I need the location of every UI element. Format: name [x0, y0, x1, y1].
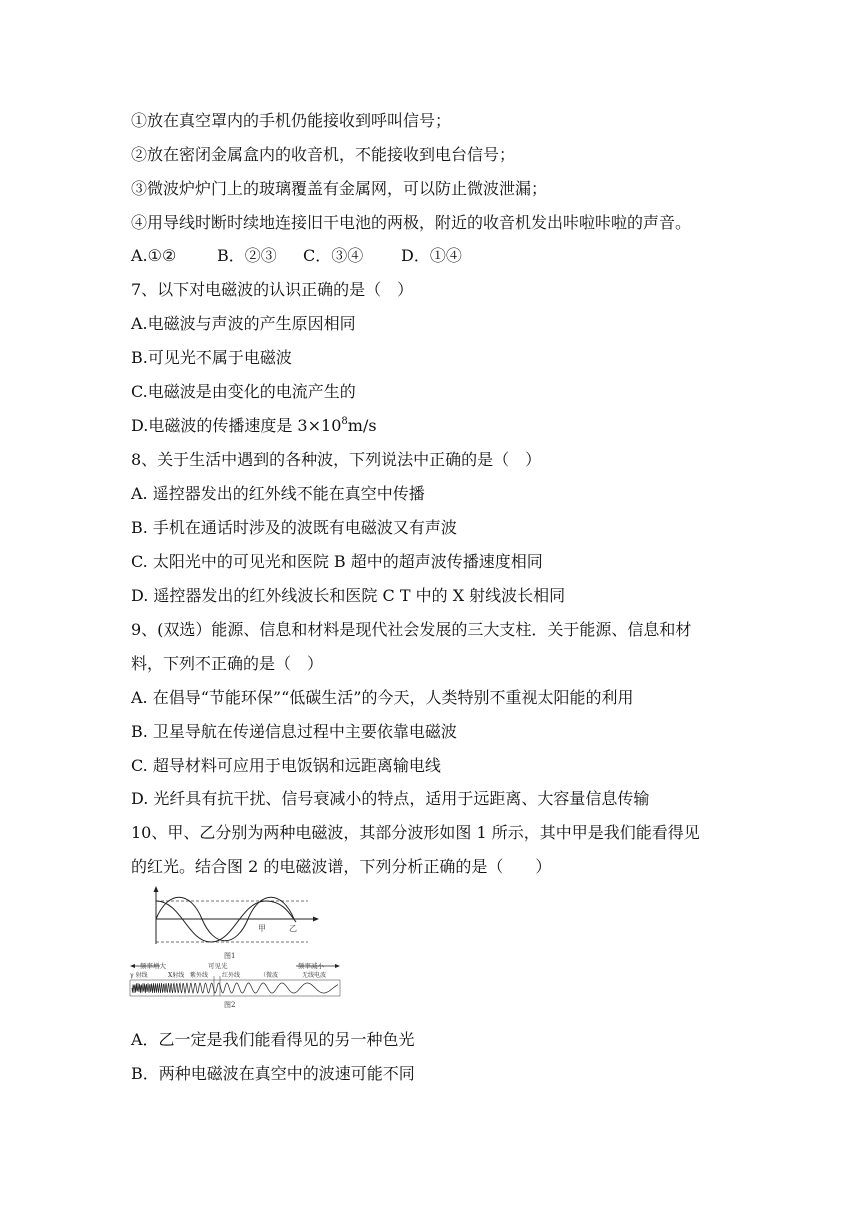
visible-light-label: 可见光	[208, 962, 228, 970]
fig1-label-yi: 乙	[289, 924, 297, 933]
q8-option-b: B. 手机在通话时涉及的波既有电磁波又有声波	[131, 518, 457, 537]
figure-2-spectrum	[130, 961, 340, 1009]
fig1-label-jia: 甲	[258, 924, 266, 933]
freq-up-arrowhead	[130, 964, 135, 968]
ir-label: 红外线	[222, 972, 241, 979]
statement-1: ①放在真空罩内的手机仍能接收到呼叫信号；	[131, 111, 452, 130]
q7-option-d-text: D.电磁波的传播速度是 3×10	[131, 416, 342, 435]
freq-down-label: 频率减小	[298, 962, 324, 970]
spectrum-wave	[132, 983, 338, 993]
q9-stem-line1: 9、(双选）能源、信息和材料是现代社会发展的三大支柱．关于能源、信息和材	[131, 620, 692, 639]
q7-option-d-unit: m/s	[347, 416, 377, 435]
q6-option-a: A.①②	[131, 246, 177, 265]
freq-up-label: 频率增大	[140, 962, 166, 970]
fig1-x-axis-arrow	[313, 917, 319, 922]
q7-stem: 7、以下对电磁波的认识正确的是（ ）	[131, 280, 414, 299]
q8-option-d: D. 遥控器发出的红外线波长和医院 C T 中的 X 射线波长相同	[131, 586, 566, 605]
q8-stem: 8、关于生活中遇到的各种波，下列说法中正确的是（ ）	[131, 450, 542, 469]
xray-label: X射线	[168, 972, 185, 979]
fig1-y-axis-arrow	[154, 886, 159, 892]
q9-stem-line2: 料，下列不正确的是（ ）	[131, 654, 324, 673]
microwave-label: （微波	[260, 972, 279, 979]
q10-option-b: B．两种电磁波在真空中的波速可能不同	[131, 1064, 415, 1083]
q10-stem-line1: 10、甲、乙分别为两种电磁波，其部分波形如图 1 所示，其中甲是我们能看得见	[131, 823, 700, 842]
q9-option-a: A. 在倡导“节能环保”“低碳生活”的今天，人类特别不重视太阳能的利用	[131, 688, 634, 707]
q10-stem-line2: 的红光。结合图 2 的电磁波谱，下列分析正确的是（ ）	[131, 857, 552, 876]
q10-figure	[126, 882, 346, 1012]
q8-option-c: C. 太阳光中的可见光和医院 B 超中的超声波传播速度相同	[131, 552, 543, 571]
q6-options	[131, 246, 462, 266]
q7-option-c: C.电磁波是由变化的电流产生的	[131, 382, 356, 401]
q10-option-a: A．乙一定是我们能看得见的另一种色光	[131, 1030, 415, 1049]
q6-option-b: B．②③	[217, 246, 277, 265]
freq-down-arrowhead	[335, 964, 340, 968]
radio-label: 无线电波	[302, 972, 327, 979]
uv-label: 紫外线	[190, 972, 209, 979]
fig2-caption: 图2	[224, 1001, 236, 1009]
gamma-label: γ 射线	[130, 972, 148, 979]
q8-option-a: A. 遥控器发出的红外线不能在真空中传播	[131, 484, 425, 503]
statement-3: ③微波炉炉门上的玻璃覆盖有金属网，可以防止微波泄漏；	[131, 179, 548, 198]
q7-option-d	[131, 416, 377, 436]
fig1-caption: 图1	[224, 952, 236, 960]
q6-option-c: C．③④	[303, 246, 364, 265]
q6-option-d: D．①④	[401, 246, 462, 265]
statement-4: ④用导线时断时续地连接旧干电池的两极，附近的收音机发出咔啦咔啦的声音。	[131, 213, 692, 232]
wave-yi	[156, 901, 296, 942]
q9-option-d: D. 光纤具有抗干扰、信号衰减小的特点，适用于远距离、大容量信息传输	[131, 789, 650, 808]
q9-option-b: B. 卫星导航在传递信息过程中主要依靠电磁波	[131, 722, 457, 741]
q7-option-a: A.电磁波与声波的产生原因相同	[131, 314, 356, 333]
statement-2: ②放在密闭金属盒内的收音机，不能接收到电台信号；	[131, 145, 516, 164]
q7-option-d-exponent: 8	[341, 416, 348, 427]
q7-option-b: B.可见光不属于电磁波	[131, 348, 292, 367]
figure-1-waveform	[154, 886, 320, 960]
q9-option-c: C. 超导材料可应用于电饭锅和远距离输电线	[131, 756, 441, 775]
